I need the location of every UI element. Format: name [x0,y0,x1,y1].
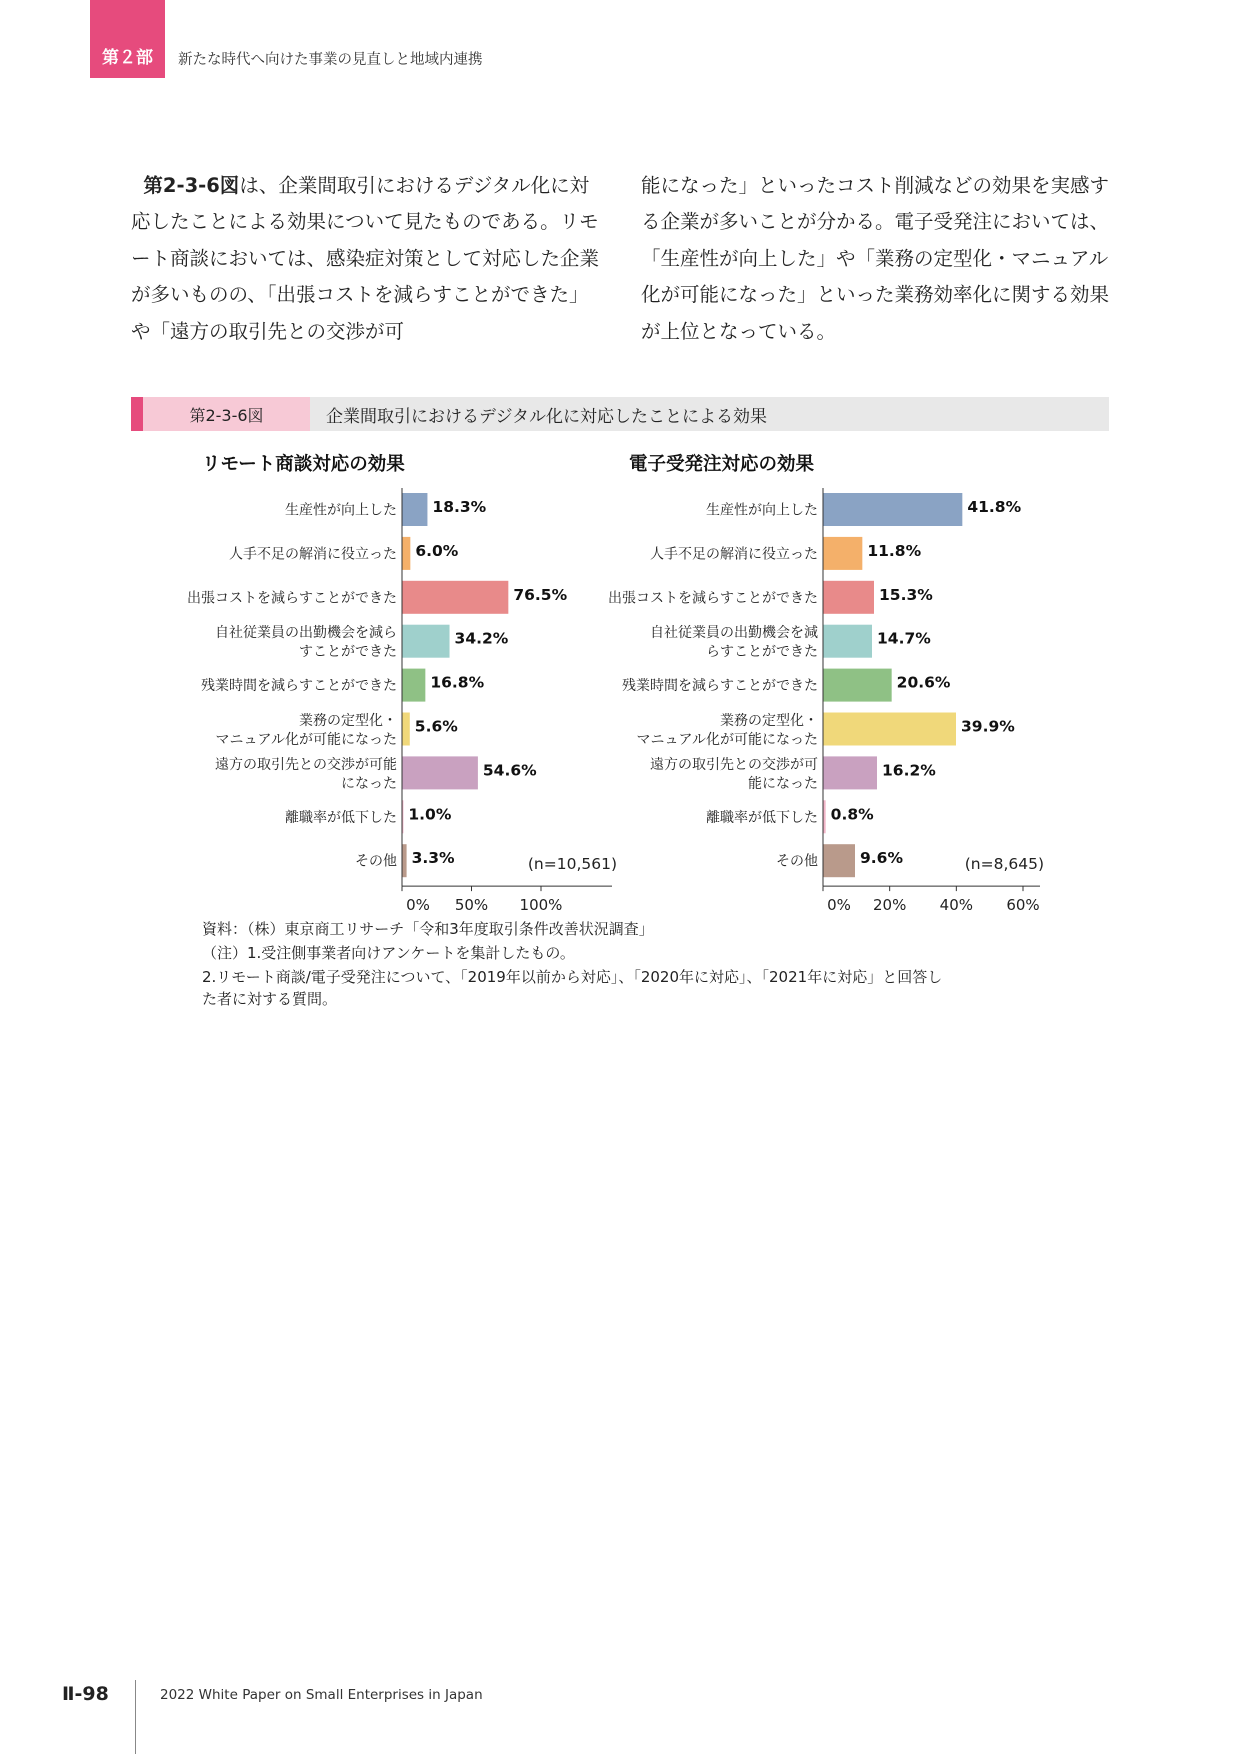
chart-1-data-label: 76.5% [513,585,568,604]
chart-1-category-label: マニュアル化が可能になった [215,732,397,748]
part-label: 第２部 [90,0,165,78]
chart-1-category-label: 離職率が低下した [285,809,397,826]
note-2-continued: た者に対する質問。 [202,990,338,1008]
chart-1-bar [402,844,407,877]
chart-2-category-label: 業務の定型化・ [720,713,818,729]
chart-2-bar [823,625,872,658]
chart-2-category-label: 自社従業員の出勤機会を減 [650,625,818,642]
chart-2-category-label: 生産性が向上した [706,502,818,519]
publication-name: 2022 White Paper on Small Enterprises in Japan [160,1687,483,1703]
chart-2-tick-label: 20% [872,896,907,915]
chart-2-data-label: 0.8% [830,805,874,824]
chart-2-tick-label: 40% [939,896,974,915]
chart-2-bar [823,581,874,614]
chart-1-bar [402,756,478,789]
chart-2-category-label: らすことができた [706,644,818,661]
chart-2-category-label: 離職率が低下した [706,809,818,826]
chart-1-category-label: その他 [355,853,397,870]
chart-1-category-label: 遠方の取引先との交渉が可能 [215,756,397,773]
chart-1-bar [402,493,427,526]
chart-2-sample-size: (n=8,645) [964,855,1044,873]
page-number: Ⅱ-98 [62,1683,109,1705]
chart-1-category-label: 人手不足の解消に役立った [229,546,397,563]
chart-1-data-label: 6.0% [415,541,459,560]
chart-2-category-label: 出張コストを減らすことができた [608,590,818,607]
chart-2-data-label: 9.6% [860,849,903,868]
chart-1-bar [402,625,450,658]
chart-1-category-label: になった [341,775,397,792]
chart-1-data-label: 3.3% [411,849,455,868]
chart-2-category-label: 能になった [748,775,818,792]
chart-2-category-label: 残業時間を減らすことができた [622,678,818,695]
chart-1-sample-size: (n=10,561) [527,855,617,873]
chart-2-data-label: 41.8% [967,498,1022,516]
chart-2-data-label: 11.8% [867,541,922,560]
chart-2-category-label: 遠方の取引先との交渉が可 [650,756,818,773]
chapter-title: 新たな時代へ向けた事業の見直しと地域内連携 [178,52,483,68]
chart-2-data-label: 20.6% [896,673,951,692]
body-paragraph-right: 能になった」といったコスト削減などの効果を実感する企業が多いことが分かる。電子受発注においては、「生産性が向上した」や「業務の定型化・マニュアル化が可能になった」といった業務効率化に関する効果が上位となっている。 [641,174,1110,343]
chart-2-tick-label: 0% [827,896,851,915]
chart-2-bar [823,713,956,746]
body-text-left: は、企業間取引におけるデジタル化に対応したことによる効果について見たものである。リモート商談においては、感染症対策として対応した企業が多いものの、「出張コストを減らすことができた」や「遠方の取引先との交渉が可 [131,174,600,343]
chart-1-data-label: 34.2% [454,629,509,648]
chart-2-bar [823,669,892,702]
chart-2-category-label: 人手不足の解消に役立った [650,546,818,563]
chart-1-category-label: 生産性が向上した [285,502,397,519]
chart-2-data-label: 15.3% [879,585,933,604]
chart-2-bar [823,493,962,526]
chart-2-data-label: 14.7% [877,629,931,648]
chart-1-data-label: 1.0% [408,805,452,824]
chart-1-bar [402,581,508,614]
chart-1-data-label: 16.8% [430,673,485,692]
chart-1-category-label: 自社従業員の出勤機会を減ら [215,625,397,642]
figure-number: 第2-3-6図 [143,397,310,431]
chart-2-tick-label: 60% [1006,896,1040,915]
figure-reference: 第2-3-6図 [143,174,240,197]
chart-1-bar [402,537,410,570]
source-note: 資料：（株）東京商工リサーチ「令和3年度取引条件改善状況調査」 [202,920,654,938]
chart-2-bar [823,844,855,877]
chart-1-bar [402,713,410,746]
chart-2-data-label: 39.9% [961,717,1015,736]
chart-1-category-label: 出張コストを減らすことができた [187,590,397,607]
chart-1-title: リモート商談対応の効果 [202,454,405,475]
chart-1-data-label: 5.6% [414,717,458,736]
figure-title: 企業間取引におけるデジタル化に対応したことによる効果 [326,406,767,427]
chart-1-data-label: 18.3% [432,498,487,516]
chart-1-data-label: 54.6% [482,761,537,780]
chart-2-title: 電子受発注対応の効果 [629,454,815,475]
chart-2-bar [823,537,862,570]
chart-1-bar [402,669,425,702]
note-2: 2.リモート商談/電子受発注について、「2019年以前から対応」、「2020年に対応」、「2021年に対応」と回答し [202,968,943,986]
chart-2-bar [823,756,877,789]
chart-1-tick-label: 0% [406,896,430,915]
chart-2-category-label: その他 [776,853,818,870]
chart-1-tick-label: 100% [519,896,563,915]
chart-1-category-label: すことができた [299,644,397,661]
chart-1-category-label: 残業時間を減らすことができた [201,678,397,695]
note-1: （注）1.受注側事業者向けアンケートを集計したもの。 [202,944,575,962]
footer-divider [135,1680,136,1754]
chart-1-tick-label: 50% [454,896,489,915]
chart-2-category-label: マニュアル化が可能になった [636,732,818,748]
chart-2-data-label: 16.2% [882,761,936,780]
chart-1-category-label: 業務の定型化・ [299,713,397,729]
